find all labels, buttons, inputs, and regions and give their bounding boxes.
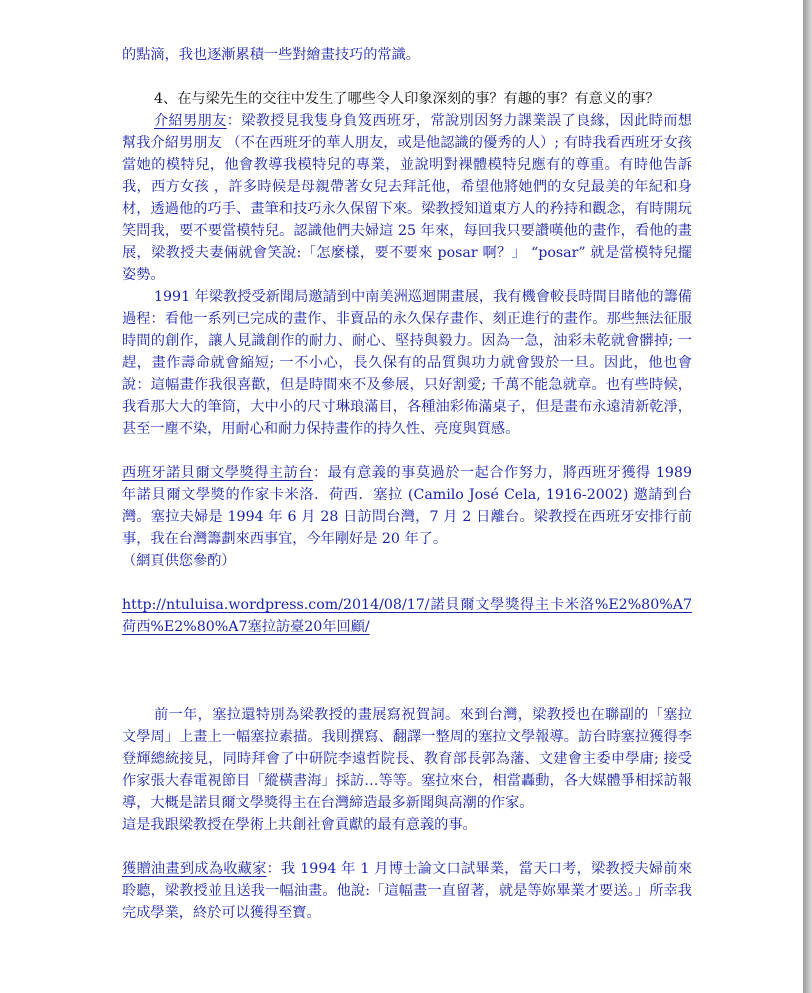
paragraph-continuation: 的點滴，我也逐漸累積一些對繪畫技巧的常識。	[122, 47, 420, 63]
webpage-note: （網頁供您參酌）	[122, 553, 236, 569]
spacer	[122, 572, 692, 594]
paragraph-cela-taiwan: 前一年，塞拉還特別為梁教授的畫展寫祝賀詞。來到台灣，梁教授也在聯副的「塞拉文學周」上畫上一幅塞拉素描。我則撰寫、翻譯一整周的塞拉文學報導。訪台時塞拉獲得李登輝總統接見，同時拜會了中研院李遠哲院長、教育部長郭為藩、文建會主委申學庸; 接受作家張大春電視節目「縱橫書海」採訪…等等。塞拉來台，相當轟動，各大媒體爭相採訪報導，大概是諾貝爾文學獎得主在台灣締造最多新聞與高潮的作家。	[122, 707, 692, 811]
reference-link[interactable]: http://ntuluisa.wordpress.com/2014/08/17/諾貝爾文學獎得主卡米洛%E2%80%A7荷西%E2%80%A7塞拉訪臺20年回顧/	[122, 597, 692, 635]
section-boyfriend	[122, 110, 692, 286]
section-nobel-visit	[122, 462, 692, 550]
page-edge-shadow	[803, 0, 812, 993]
section-text-nobel-visit: ：最有意義的事莫過於一起合作努力，將西班牙獲得 1989 年諾貝爾文學獎的作家卡米洛．荷西．塞拉 (Camilo José Cela, 1916-2002) 邀請到台灣。塞拉夫婦是 1994 年 6 月 28 日訪問台灣，7 月 2 日離台。梁教授在西班牙安排行前事，我在台灣籌劃來西事宜，今年剛好是 20 年了。	[122, 465, 692, 547]
section-painting-gift	[122, 858, 692, 924]
section-heading-boyfriend: 介紹男朋友	[154, 113, 227, 129]
section-heading-painting-gift: 獲贈油畫到成為收藏家	[122, 861, 267, 877]
section-heading-nobel-visit: 西班牙諾貝爾文學獎得主訪台	[122, 465, 313, 481]
spacer	[122, 836, 692, 858]
document-body	[122, 44, 692, 924]
paragraph-most-meaningful: 這是我跟梁教授在學術上共創社會貢獻的最有意義的事。	[122, 817, 477, 833]
paragraph-1991-exhibition: 1991 年梁教授受新聞局邀請到中南美洲巡迴開畫展，我有機會較長時間目睹他的籌備過程：看他一系列已完成的畫作、非賣品的永久保存畫作、刻正進行的畫作。那些無法征服時間的創作，讓人見識創作的耐力、耐心、堅持與毅力。因為一急，油彩未乾就會髒掉; 一趕，畫作壽命就會縮短; 一不小心，長久保有的品質與功力就會毀於一旦。因此，他也會說：這幅畫作我很喜歡，但是時間來不及參展，只好割愛; 千萬不能急就章。也有些時候，我看那大大的筆筒，大中小的尺寸琳琅滿目，各種油彩佈滿桌子，但是畫布永遠清新乾淨，甚至一塵不染，用耐心和耐力保持畫作的持久性、亮度與質感。	[122, 289, 692, 437]
spacer	[122, 440, 692, 462]
section-text-boyfriend: ：梁教授見我隻身負笈西班牙，常說別因努力課業誤了良緣，因此時而想幫我介紹男朋友 （不在西班牙的華人朋友，或是他認識的優秀的人）; 有時我看西班牙女孩當她的模特兒，他會教導我模特兒的專業，並說明對裸體模特兒應有的尊重。有時他告訴我，西方女孩 ，許多時候是母親帶著女兒去拜託他，希望他將她們的女兒最美的年紀和身材，透過他的巧手、畫筆和技巧永久保留下來。梁教授知道東方人的矜持和觀念，有時開玩笑問我，要不要當模特兒。認識他們夫婦這 25 年來，每回我只要讚嘆他的畫作，看他的畫展，梁教授夫妻倆就會笑說:「怎麼樣，要不要來 posar 啊？」 “posar” 就是當模特兒擺姿勢。	[122, 113, 692, 283]
question-4: 4、在与梁先生的交往中发生了哪些令人印象深刻的事？有趣的事？有意义的事？	[154, 91, 660, 107]
spacer	[122, 682, 692, 704]
spacer	[122, 638, 692, 682]
section-text-painting-gift: ：我 1994 年 1 月博士論文口試畢業，當天口考，梁教授夫婦前來聆聽，梁教授並且送我一幅油畫。他說:「這幅畫一直留著，就是等妳畢業才要送。」所幸我完成學業，終於可以獲得至寶。	[122, 861, 692, 921]
spacer	[122, 66, 692, 88]
